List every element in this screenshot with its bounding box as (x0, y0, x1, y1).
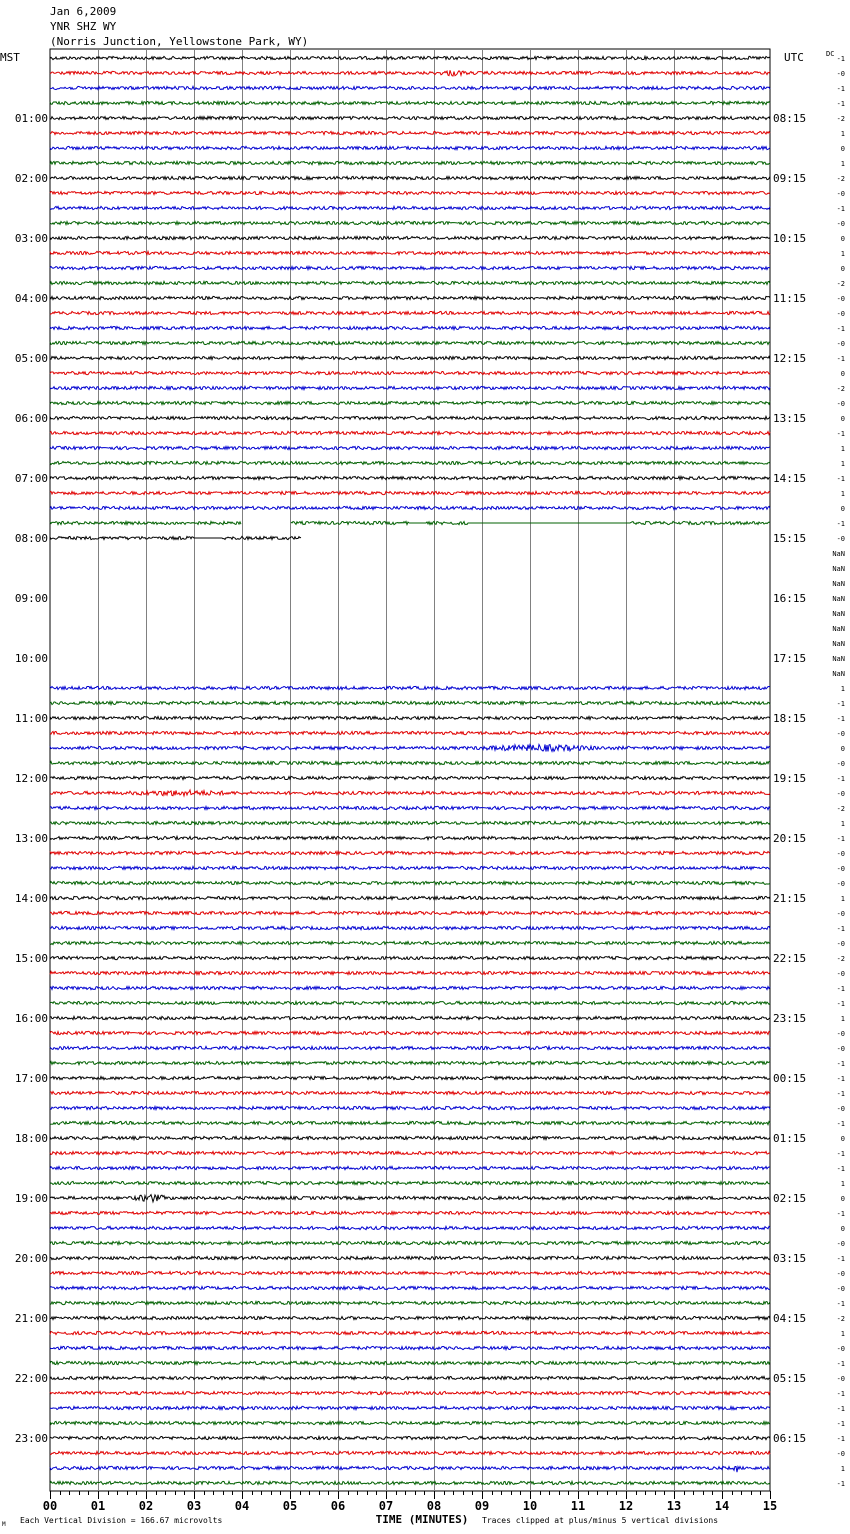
dc-offset-label: -1 (836, 1210, 845, 1218)
mst-hour-label: 09:00 (14, 592, 48, 605)
trace-row (50, 116, 770, 119)
dc-offset-label: -1 (836, 100, 845, 108)
trace-lines (50, 56, 770, 1484)
trace-row (50, 1481, 770, 1484)
utc-hour-label: 15:15 (773, 532, 807, 545)
dc-offset-label: 1 (840, 1465, 845, 1473)
trace-row (50, 341, 770, 344)
trace-row (50, 1466, 770, 1472)
x-axis-title: TIME (MINUTES) (375, 1513, 469, 1526)
dc-offset-label: -1 (836, 475, 845, 483)
utc-hour-label: 03:15 (773, 1252, 807, 1265)
dc-offset-label: 0 (840, 265, 845, 273)
dc-offset-label: 0 (840, 1135, 845, 1143)
dc-offset-label: -1 (836, 1075, 845, 1083)
x-tick-label: 14 (714, 1499, 730, 1513)
trace-row (50, 371, 770, 374)
trace-row (50, 1016, 770, 1019)
dc-offset-label: -2 (836, 280, 845, 288)
plot-grid (50, 49, 771, 1499)
trace-row (50, 1211, 770, 1214)
dc-label: DC (826, 50, 835, 58)
trace-row (50, 401, 770, 404)
mst-hour-label: 10:00 (14, 652, 48, 665)
x-tick-label: 11 (570, 1499, 586, 1513)
trace-row (50, 956, 770, 959)
trace-row (50, 821, 770, 824)
dc-offset-label: -0 (836, 220, 845, 228)
trace-row (50, 1256, 770, 1259)
dc-offset-label: 0 (840, 370, 845, 378)
dc-offset-label: 1 (840, 160, 845, 168)
station-location: (Norris Junction, Yellowstone Park, WY) (50, 35, 309, 48)
mst-hour-label: 02:00 (14, 172, 48, 185)
trace-row (50, 881, 770, 884)
dc-offset-label: -0 (836, 400, 845, 408)
mst-hour-label: 01:00 (14, 112, 48, 125)
trace-row (50, 776, 770, 779)
mst-hour-label: 04:00 (14, 292, 48, 305)
trace-row (50, 536, 301, 539)
trace-row (50, 1166, 770, 1169)
dc-offset-label: 0 (840, 145, 845, 153)
dc-offset-label: -2 (836, 385, 845, 393)
trace-row (50, 971, 770, 974)
utc-hour-label: 02:15 (773, 1192, 807, 1205)
dc-offset-label: NaN (832, 640, 845, 648)
trace-row (50, 866, 770, 869)
vertical-division-note: Each Vertical Division = 166.67 microvolts (20, 1516, 223, 1525)
dc-offset-label: -1 (836, 775, 845, 783)
trace-row (50, 311, 770, 314)
dc-offset-label: 1 (840, 445, 845, 453)
dc-offset-label: NaN (832, 625, 845, 633)
dc-offset-label: -0 (836, 760, 845, 768)
trace-row (50, 1106, 770, 1109)
trace-row (50, 491, 770, 494)
dc-offset-label: NaN (832, 595, 845, 603)
trace-row (50, 701, 770, 704)
trace-row (50, 296, 770, 299)
dc-offset-label: 0 (840, 745, 845, 753)
dc-offset-label: -1 (836, 355, 845, 363)
dc-offset-label: 0 (840, 1225, 845, 1233)
dc-offset-label: 1 (840, 460, 845, 468)
dc-offset-label: -0 (836, 910, 845, 918)
mst-hour-label: 06:00 (14, 412, 48, 425)
utc-hour-label: 14:15 (773, 472, 807, 485)
trace-row (50, 1451, 770, 1454)
trace-row (50, 731, 770, 734)
dc-offset-label: 0 (840, 505, 845, 513)
utc-hour-label: 11:15 (773, 292, 807, 305)
trace-row (50, 461, 770, 464)
trace-row (50, 1286, 770, 1289)
utc-hour-label: 18:15 (773, 712, 807, 725)
dc-offset-label: -0 (836, 310, 845, 318)
dc-offset-label: -1 (836, 1405, 845, 1413)
trace-row (50, 1091, 770, 1094)
trace-row (50, 941, 770, 944)
dc-offset-label: NaN (832, 580, 845, 588)
dc-offset-label: -0 (836, 790, 845, 798)
dc-offset-label: -0 (836, 190, 845, 198)
dc-offset-label: -1 (836, 1060, 845, 1068)
trace-row (50, 326, 770, 329)
dc-offset-label: NaN (832, 670, 845, 678)
trace-row (50, 146, 770, 149)
trace-row (50, 1241, 770, 1244)
trace-row (50, 911, 770, 914)
trace-row (50, 851, 770, 854)
trace-row (50, 1301, 770, 1304)
dc-offset-label: -1 (836, 835, 845, 843)
trace-row (50, 56, 770, 59)
trace-row (50, 266, 770, 269)
dc-offset-label: -1 (836, 520, 845, 528)
mst-hour-label: 11:00 (14, 712, 48, 725)
trace-row (50, 131, 770, 134)
x-tick-label: 13 (666, 1499, 682, 1513)
mst-hour-label: 21:00 (14, 1312, 48, 1325)
utc-axis-title: UTC (784, 51, 804, 64)
trace-row (50, 1136, 770, 1139)
dc-offset-label: -0 (836, 850, 845, 858)
dc-offset-label: -1 (836, 55, 845, 63)
trace-row (50, 236, 770, 239)
mst-hour-label: 12:00 (14, 772, 48, 785)
dc-offset-label: 0 (840, 415, 845, 423)
trace-row (50, 86, 770, 89)
dc-offset-label: 1 (840, 1015, 845, 1023)
dc-offset-label: -1 (836, 925, 845, 933)
trace-row (50, 790, 770, 796)
trace-row (50, 221, 770, 224)
dc-offset-label: 1 (840, 130, 845, 138)
utc-hour-label: 08:15 (773, 112, 807, 125)
dc-offset-label: -0 (836, 1375, 845, 1383)
dc-offset-label: -1 (836, 205, 845, 213)
trace-row (50, 1195, 770, 1202)
trace-row (50, 1001, 770, 1004)
trace-row (50, 1346, 770, 1349)
trace-row (50, 1316, 770, 1319)
dc-offset-label: 1 (840, 685, 845, 693)
dc-offset-label: -0 (836, 880, 845, 888)
x-tick-label: 04 (234, 1499, 250, 1513)
clipping-note: Traces clipped at plus/minus 5 vertical divisions (482, 1516, 719, 1525)
dc-offset-label: 0 (840, 235, 845, 243)
trace-row (50, 761, 770, 764)
dc-offset-label: 1 (840, 1330, 845, 1338)
dc-offset-label: -1 (836, 430, 845, 438)
dc-offset-label: -1 (836, 1150, 845, 1158)
dc-offset-label: NaN (832, 550, 845, 558)
dc-offset-label: -1 (836, 1480, 845, 1488)
dc-offset-label: -0 (836, 535, 845, 543)
dc-offset-label: 1 (840, 250, 845, 258)
mst-hour-label: 05:00 (14, 352, 48, 365)
dc-offset-label: -1 (836, 1360, 845, 1368)
utc-hour-label: 17:15 (773, 652, 807, 665)
dc-offset-label: 0 (840, 1195, 845, 1203)
trace-row (50, 1271, 770, 1274)
trace-row (50, 521, 770, 524)
dc-offset-label: -1 (836, 1300, 845, 1308)
dc-offset-label: 1 (840, 820, 845, 828)
utc-hour-label: 22:15 (773, 952, 807, 965)
trace-row (50, 1226, 770, 1229)
dc-offset-label: -2 (836, 115, 845, 123)
dc-offset-label: -0 (836, 1045, 845, 1053)
mst-hour-label: 20:00 (14, 1252, 48, 1265)
utc-hour-label: 23:15 (773, 1012, 807, 1025)
dc-offset-label: -0 (836, 730, 845, 738)
dc-offset-label: -2 (836, 955, 845, 963)
plot-frame (50, 49, 770, 1491)
x-tick-label: 07 (378, 1499, 394, 1513)
dc-offset-label: 1 (840, 895, 845, 903)
dc-offset-label: -0 (836, 970, 845, 978)
trace-row (50, 686, 770, 689)
trace-row (50, 1061, 770, 1064)
dc-offset-label: 1 (840, 1180, 845, 1188)
trace-row (50, 416, 770, 419)
x-tick-label: 06 (330, 1499, 346, 1513)
trace-row (50, 745, 770, 752)
dc-offset-label: -0 (836, 295, 845, 303)
trace-row (50, 176, 770, 179)
mst-hour-label: 03:00 (14, 232, 48, 245)
dc-offset-label: -1 (836, 985, 845, 993)
x-tick-label: 10 (522, 1499, 538, 1513)
dc-offset-label: -2 (836, 1315, 845, 1323)
trace-row (50, 1391, 770, 1394)
x-tick-label: 02 (138, 1499, 154, 1513)
mst-hour-label: 17:00 (14, 1072, 48, 1085)
utc-hour-label: 21:15 (773, 892, 807, 905)
x-tick-label: 09 (474, 1499, 490, 1513)
trace-row (50, 1376, 770, 1379)
dc-offset-label: NaN (832, 655, 845, 663)
dc-offset-label: -1 (836, 1435, 845, 1443)
mst-hour-label: 15:00 (14, 952, 48, 965)
trace-row (50, 896, 770, 899)
mst-hour-label: 19:00 (14, 1192, 48, 1205)
mst-hour-label: 14:00 (14, 892, 48, 905)
dc-offset-label: -1 (836, 700, 845, 708)
dc-offset-label: -0 (836, 940, 845, 948)
x-tick-label: 05 (282, 1499, 298, 1513)
utc-hour-label: 01:15 (773, 1132, 807, 1145)
dc-offset-label: -0 (836, 1240, 845, 1248)
trace-row (50, 281, 770, 284)
mst-hour-label: 08:00 (14, 532, 48, 545)
trace-row (50, 506, 770, 509)
utc-hour-label: 12:15 (773, 352, 807, 365)
dc-offset-label: -1 (836, 1255, 845, 1263)
trace-row (50, 356, 770, 359)
dc-offset-label: -0 (836, 1030, 845, 1038)
trace-row (50, 191, 770, 194)
utc-hour-label: 10:15 (773, 232, 807, 245)
dc-offset-label: -1 (836, 1165, 845, 1173)
trace-row (50, 806, 770, 809)
trace-row (50, 1151, 770, 1154)
trace-row (50, 446, 770, 449)
dc-offset-label: -2 (836, 805, 845, 813)
trace-row (50, 1031, 770, 1034)
dc-offset-label: -0 (836, 865, 845, 873)
trace-row (50, 836, 770, 839)
dc-offset-label: -0 (836, 1285, 845, 1293)
trace-row (50, 476, 770, 479)
utc-hour-label: 06:15 (773, 1432, 807, 1445)
dc-offset-label: -1 (836, 715, 845, 723)
dc-offset-label: -1 (836, 1390, 845, 1398)
dc-offset-label: -0 (836, 1450, 845, 1458)
utc-hour-label: 13:15 (773, 412, 807, 425)
utc-hour-label: 04:15 (773, 1312, 807, 1325)
dc-offset-label: -0 (836, 1345, 845, 1353)
dc-offset-label: -1 (836, 85, 845, 93)
trace-row (50, 1421, 770, 1424)
utc-hour-label: 19:15 (773, 772, 807, 785)
mst-hour-label: 16:00 (14, 1012, 48, 1025)
x-tick-label: 12 (618, 1499, 634, 1513)
trace-row (50, 926, 770, 929)
x-tick-label: 15 (762, 1499, 778, 1513)
utc-hour-label: 16:15 (773, 592, 807, 605)
trace-row (50, 1181, 770, 1184)
utc-hour-label: 09:15 (773, 172, 807, 185)
trace-row (50, 431, 770, 434)
station-code: YNR SHZ WY (50, 20, 117, 33)
trace-row (50, 1331, 770, 1334)
trace-row (50, 206, 770, 209)
mst-hour-label: 23:00 (14, 1432, 48, 1445)
x-tick-label: 01 (90, 1499, 106, 1513)
mst-axis-title: MST (0, 51, 20, 64)
mst-hour-label: 13:00 (14, 832, 48, 845)
trace-row (50, 1436, 770, 1439)
trace-row (50, 101, 770, 104)
dc-offset-label: 1 (840, 490, 845, 498)
dc-offset-label: -1 (836, 1000, 845, 1008)
x-tick-label: 03 (186, 1499, 202, 1513)
trace-row (50, 161, 770, 164)
corner-mark: M (2, 1521, 6, 1528)
x-tick-label: 00 (42, 1499, 58, 1513)
dc-offset-label: -0 (836, 340, 845, 348)
trace-row (50, 716, 770, 719)
utc-hour-label: 20:15 (773, 832, 807, 845)
dc-offset-label: -0 (836, 1270, 845, 1278)
dc-offset-label: -1 (836, 325, 845, 333)
dc-offset-label: -0 (836, 70, 845, 78)
trace-row (50, 986, 770, 989)
dc-offset-label: NaN (832, 565, 845, 573)
trace-row (50, 1046, 770, 1049)
trace-row (50, 1361, 770, 1364)
dc-offset-label: -0 (836, 1105, 845, 1113)
trace-row (50, 1406, 770, 1409)
axis-labels (0, 50, 845, 1528)
trace-row (50, 251, 770, 254)
mst-hour-label: 07:00 (14, 472, 48, 485)
dc-offset-label: -1 (836, 1120, 845, 1128)
mst-hour-label: 22:00 (14, 1372, 48, 1385)
x-tick-label: 08 (426, 1499, 442, 1513)
dc-offset-label: -2 (836, 175, 845, 183)
utc-hour-label: 05:15 (773, 1372, 807, 1385)
trace-row (50, 1121, 770, 1124)
dc-offset-label: NaN (832, 610, 845, 618)
trace-row (50, 386, 770, 389)
mst-hour-label: 18:00 (14, 1132, 48, 1145)
dc-offset-label: -1 (836, 1090, 845, 1098)
utc-hour-label: 00:15 (773, 1072, 807, 1085)
trace-row (50, 1076, 770, 1079)
trace-row (50, 70, 770, 76)
dc-offset-label: -1 (836, 1420, 845, 1428)
plot-date: Jan 6,2009 (50, 5, 117, 18)
